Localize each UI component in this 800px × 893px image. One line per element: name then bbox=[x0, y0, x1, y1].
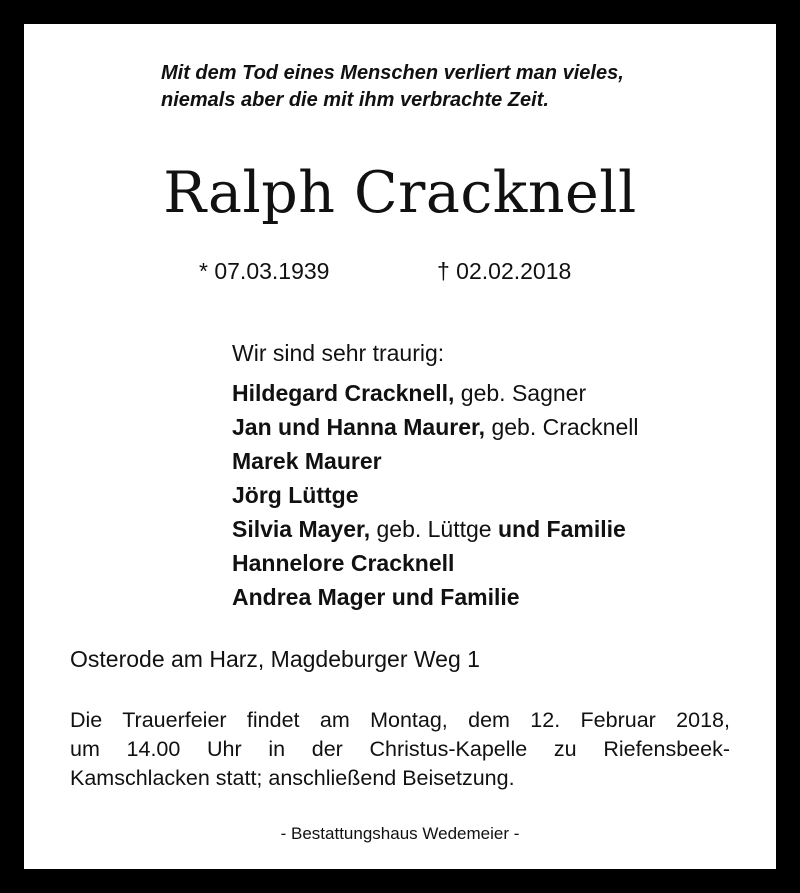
mourner-item bbox=[232, 444, 772, 478]
mourner-note: geb. Sagner bbox=[454, 380, 587, 406]
mourner-note: geb. Cracknell bbox=[485, 414, 639, 440]
mourner-name: Silvia Mayer, bbox=[232, 516, 371, 542]
death-date: † 02.02.2018 bbox=[437, 258, 572, 284]
mourners-intro: Wir sind sehr traurig: bbox=[232, 340, 445, 366]
motto-line-1: Mit dem Tod eines Menschen verliert man vieles, bbox=[161, 62, 624, 84]
mourner-item bbox=[232, 546, 772, 580]
residence-address: Osterode am Harz, Magdeburger Weg 1 bbox=[70, 646, 480, 672]
mourner-name: Jan und Hanna Maurer, bbox=[232, 414, 486, 440]
funeral-line-3: Kamschlacken statt; anschließend Beisetzung. bbox=[70, 766, 515, 790]
funeral-line-1: Die Trauerfeier findet am Montag, dem 12. Februar 2018, bbox=[70, 708, 730, 732]
mourner-name: Hannelore Cracknell bbox=[232, 550, 455, 576]
mourner-item bbox=[232, 410, 772, 444]
mourner-name: Hildegard Cracknell, bbox=[232, 380, 455, 406]
motto-line-2: niemals aber die mit ihm verbrachte Zeit. bbox=[161, 89, 549, 111]
mourner-name: Marek Maurer bbox=[232, 448, 382, 474]
mourner-item bbox=[232, 512, 772, 546]
mourner-item bbox=[232, 376, 772, 410]
funeral-line-2: um 14.00 Uhr in der Christus-Kapelle zu Riefensbeek- bbox=[70, 737, 730, 761]
mourner-item bbox=[232, 478, 772, 512]
mourner-name: Andrea Mager und Familie bbox=[232, 584, 520, 610]
deceased-name: Ralph Cracknell bbox=[163, 160, 637, 226]
motto-quote bbox=[161, 60, 721, 114]
funeral-announcement bbox=[70, 706, 730, 793]
obituary-notice bbox=[24, 24, 776, 869]
mourner-name: Jörg Lüttge bbox=[232, 482, 359, 508]
funeral-home: - Bestattungshaus Wedemeier - bbox=[280, 824, 520, 843]
mourner-note: geb. Lüttge bbox=[370, 516, 498, 542]
mourners-section bbox=[232, 338, 772, 614]
mourner-suffix: und Familie bbox=[497, 516, 626, 542]
birth-date: * 07.03.1939 bbox=[199, 258, 330, 284]
mourner-item bbox=[232, 580, 772, 614]
